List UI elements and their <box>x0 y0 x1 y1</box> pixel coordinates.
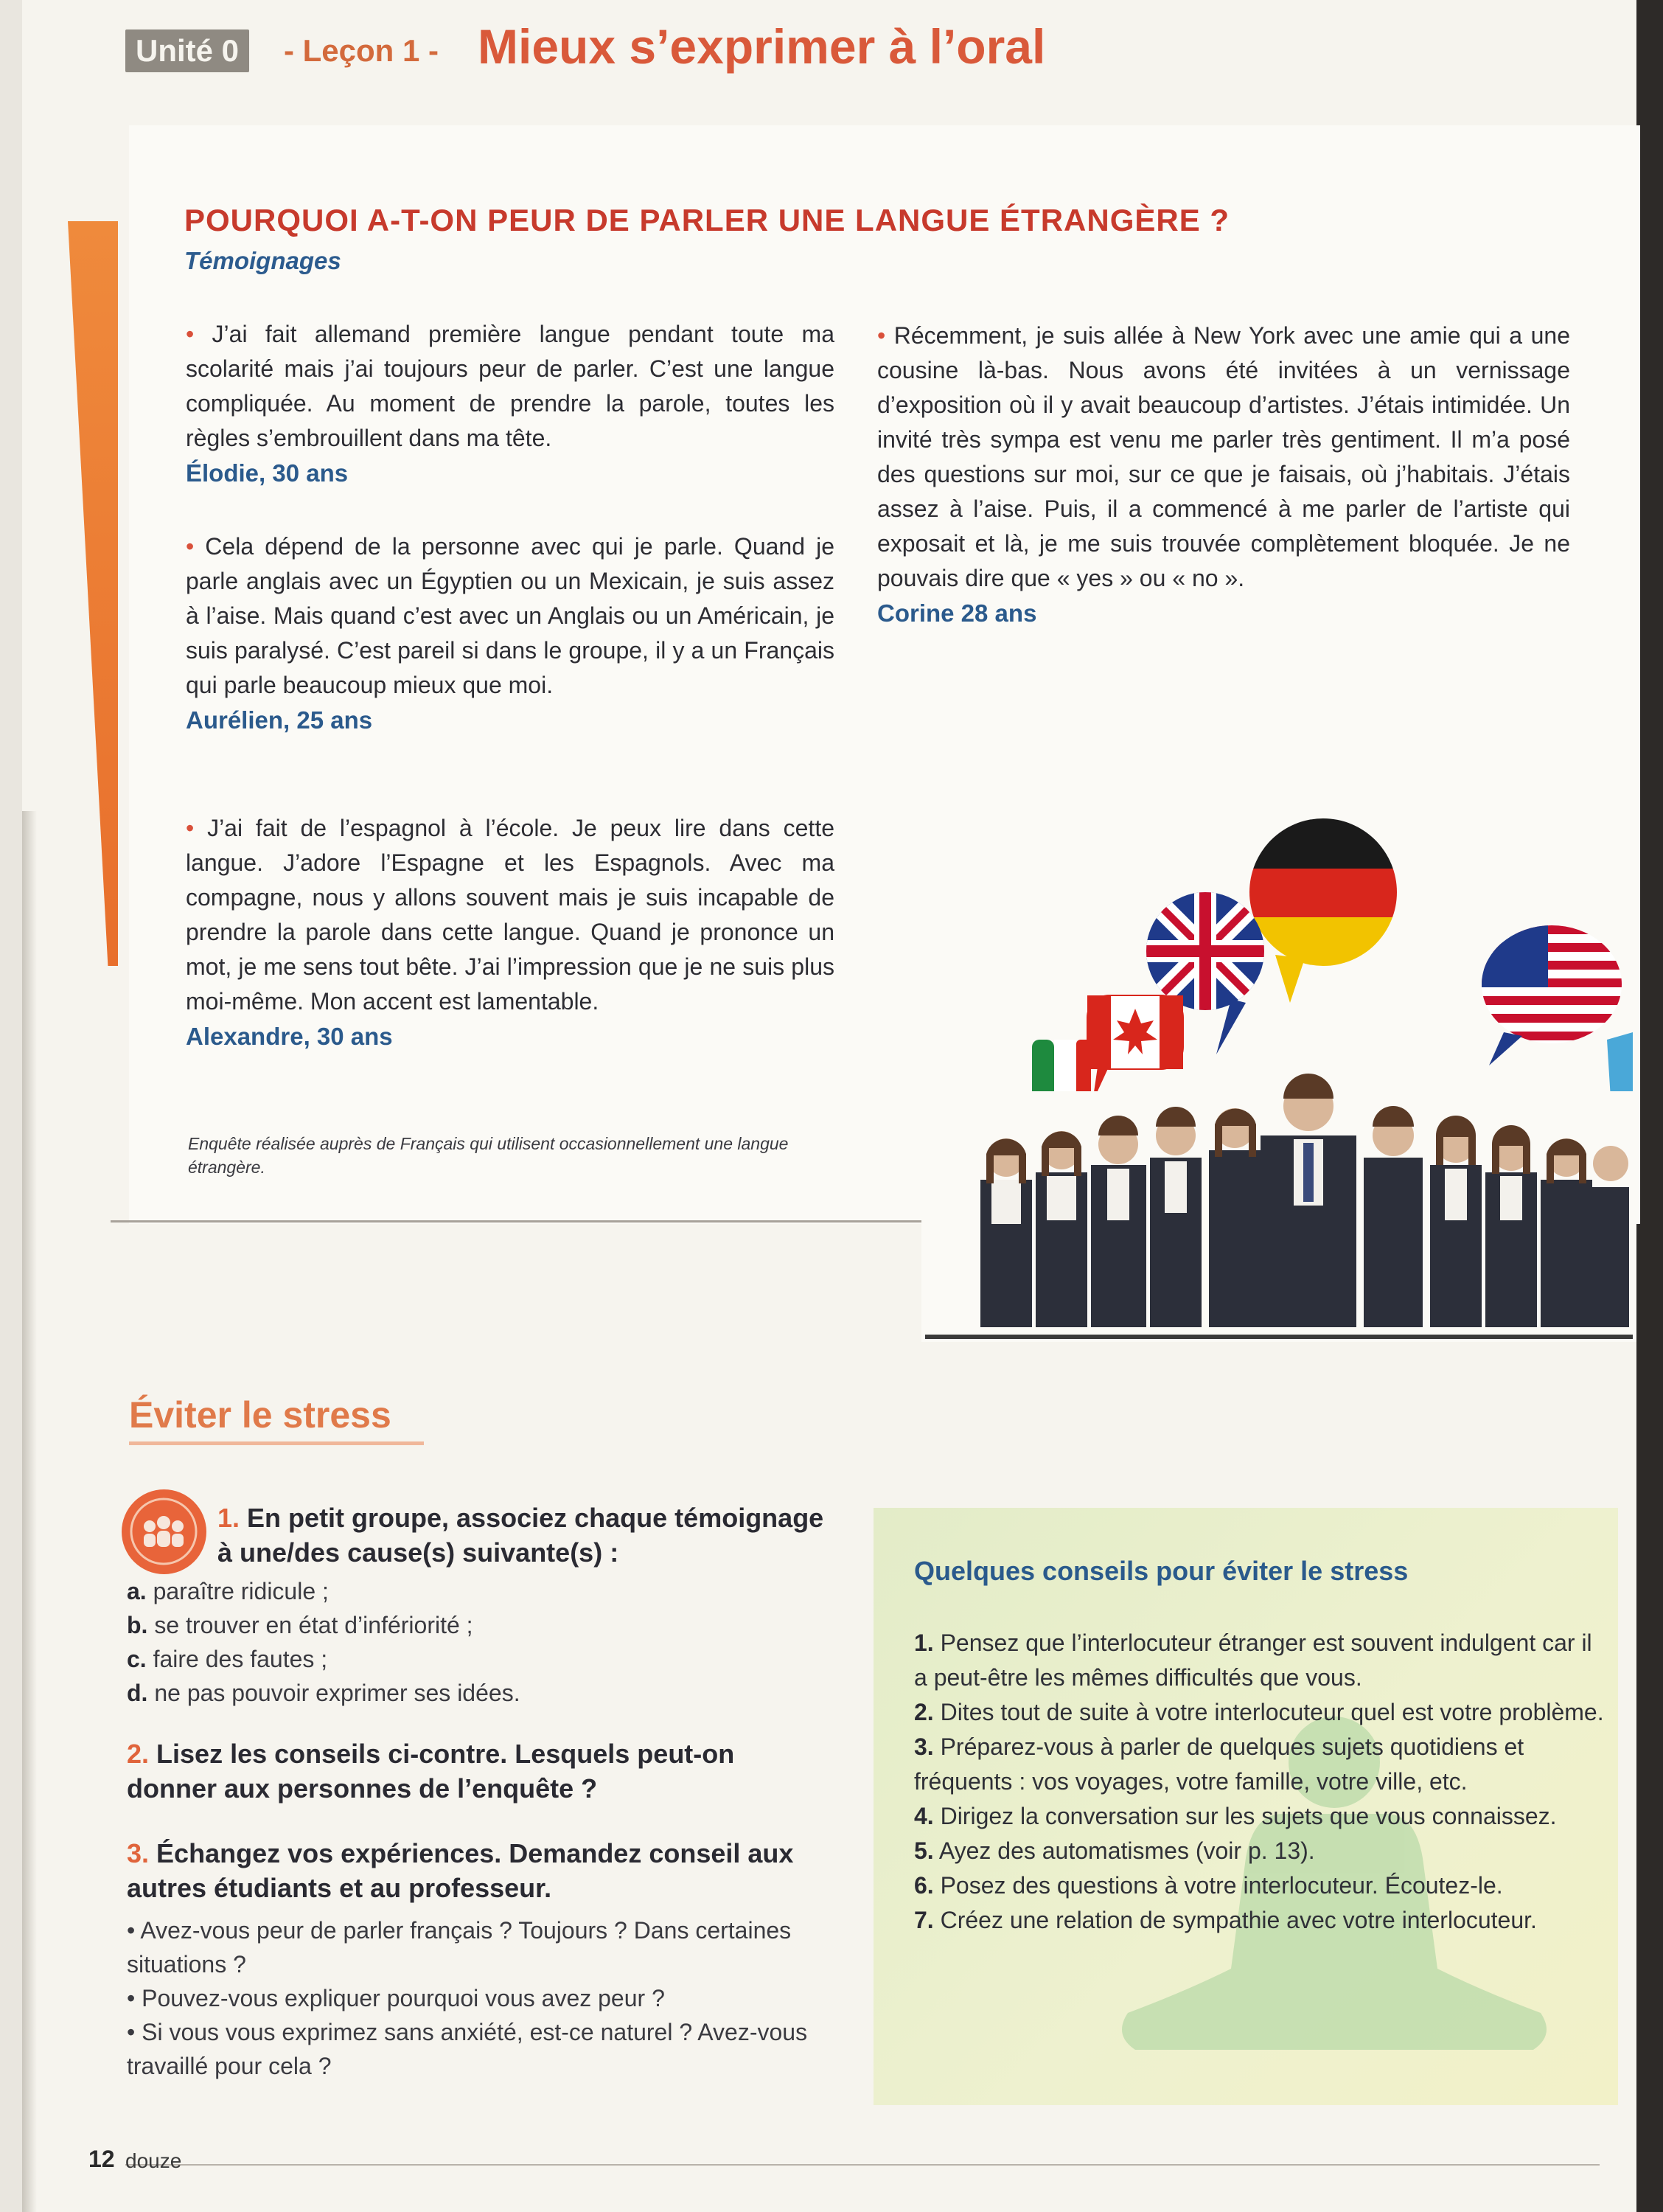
discussion-questions <box>127 1913 864 2083</box>
page-edge <box>1636 0 1663 2212</box>
question-text: Lisez les conseils ci-contre. Lesquels peut-on donner aux personnes de l’enquête ? <box>127 1739 735 1804</box>
list-item: • Pouvez-vous expliquer pourquoi vous avez peur ? <box>127 1985 665 2011</box>
question-1 <box>217 1500 844 1570</box>
tip-item: 7. Créez une relation de sympathie avec votre interlocuteur. <box>914 1907 1537 1933</box>
flag-bubble-icon <box>1607 1032 1633 1099</box>
tip-item: 3. Préparez-vous à parler de quelques sujets quotidiens et fréquents : vos voyages, votre famille, votre ville, etc. <box>914 1733 1524 1795</box>
option-b: b. se trouver en état d’infériorité ; <box>127 1612 473 1638</box>
testimony-text: J’ai fait de l’espagnol à l’école. Je peux lire dans cette langue. J’adore l’Espagne et les Espagnols. Avec ma compagne, nous y allons souvent mais je suis incapable de prendre la parole dans cette langue. Quand je prononce un mot, je me sens tout bête. J’ai l’impression que je ne suis plus moi-même. Mon accent est lamentable. <box>186 815 835 1015</box>
testimony-text: J’ai fait allemand première langue pendant toute ma scolarité mais j’ai toujours peur de parler. C’est une langue compliquée. Au moment de prendre la parole, toutes les règles s’embrouillent dans ma tête. <box>186 321 835 451</box>
list-item: • Si vous vous exprimez sans anxiété, est-ce naturel ? Avez-vous travaillé pour cela ? <box>127 2019 808 2079</box>
testimony-text: Cela dépend de la personne avec qui je parle. Quand je parle anglais avec un Égyptien ou un Mexicain, je suis assez à l’aise. Mais quand c’est avec un Anglais ou un Américain, je suis paralysé. C’est pareil si dans le groupe, il y a un Français qui parle beaucoup mieux que moi. <box>186 533 834 698</box>
option-c: c. faire des fautes ; <box>127 1646 328 1672</box>
testimony-author: Aurélien, 25 ans <box>186 706 373 734</box>
tip-item: 2. Dites tout de suite à votre interlocuteur quel est votre problème. <box>914 1699 1604 1725</box>
question-text: En petit groupe, associez chaque témoignage à une/des cause(s) suivante(s) : <box>217 1503 824 1568</box>
question-3 <box>127 1836 827 1905</box>
people-flags-illustration <box>921 811 1636 1342</box>
tip-item: 1. Pensez que l’interlocuteur étranger est souvent indulgent car il a peut-être les mêmes difficultés que vous. <box>914 1630 1592 1691</box>
tip-item: 5. Ayez des automatismes (voir p. 13). <box>914 1837 1315 1864</box>
testimonies-title: POURQUOI A-T-ON PEUR DE PARLER UNE LANGUE ÉTRANGÈRE ? <box>184 203 1230 237</box>
testimony-author: Alexandre, 30 ans <box>186 1023 393 1050</box>
page-shadow <box>22 811 37 2212</box>
photo-divider <box>925 1335 1633 1339</box>
option-d: d. ne pas pouvoir exprimer ses idées. <box>127 1680 520 1706</box>
testimony-3 <box>186 811 834 1054</box>
question-2 <box>127 1736 827 1806</box>
section-underline <box>129 1441 424 1445</box>
page-title: Mieux s’exprimer à l’oral <box>478 19 1046 74</box>
tips-list <box>914 1626 1611 1938</box>
cause-options <box>127 1574 520 1710</box>
testimony-1 <box>186 317 834 490</box>
testimony-4 <box>877 319 1570 630</box>
testimony-author: Corine 28 ans <box>877 599 1037 627</box>
bullet: • <box>186 533 195 560</box>
option-a: a. paraître ridicule ; <box>127 1578 329 1604</box>
tip-item: 4. Dirigez la conversation sur les sujets que vous connaissez. <box>914 1803 1557 1829</box>
testimony-text: Récemment, je suis allée à New York avec une amie qui a une cousine là-bas. Nous avons été invitées à un vernissage d’exposition où il y avait beaucoup d’artistes. J’étais intimidée. Un invité très sympa est venu me parler très gentiment. Il m’a posé des questions sur moi, sur ce que je faisais, où j’habitais. J’étais assez à l’aise. Puis, il a commencé à me parler de l’artiste qui exposait et là, je me suis trouvée complètement bloquée. Je ne pouvais dire que « yes » ou « no ». <box>877 322 1571 591</box>
bullet: • <box>877 322 886 349</box>
bullet: • <box>186 321 195 347</box>
page-number-word: douze <box>125 2149 182 2172</box>
tips-title: Quelques conseils pour éviter le stress <box>914 1556 1409 1586</box>
unit-badge: Unité 0 <box>125 29 249 72</box>
list-item: • Avez-vous peur de parler français ? Toujours ? Dans certaines situations ? <box>127 1917 792 1978</box>
tip-item: 6. Posez des questions à votre interlocuteur. Écoutez-le. <box>914 1872 1503 1899</box>
bullet: • <box>186 815 195 841</box>
question-number: 2. <box>127 1739 150 1769</box>
group-work-icon <box>122 1489 206 1574</box>
page-number: 12 <box>88 2146 115 2172</box>
testimony-author: Élodie, 30 ans <box>186 459 349 487</box>
question-text: Échangez vos expériences. Demandez conseil aux autres étudiants et au professeur. <box>127 1838 794 1903</box>
testimony-2 <box>186 529 834 737</box>
divider <box>111 1220 921 1222</box>
footer-divider <box>125 2164 1600 2166</box>
lesson-label: - Leçon 1 - <box>284 33 439 68</box>
question-number: 3. <box>127 1838 150 1868</box>
section-title: Éviter le stress <box>129 1394 391 1436</box>
question-number: 1. <box>217 1503 240 1533</box>
survey-note: Enquête réalisée auprès de Français qui utilisent occasionnellement une langue étrangère. <box>188 1134 789 1177</box>
business-people-group <box>921 1074 1636 1335</box>
testimonies-subtitle: Témoignages <box>184 247 341 274</box>
